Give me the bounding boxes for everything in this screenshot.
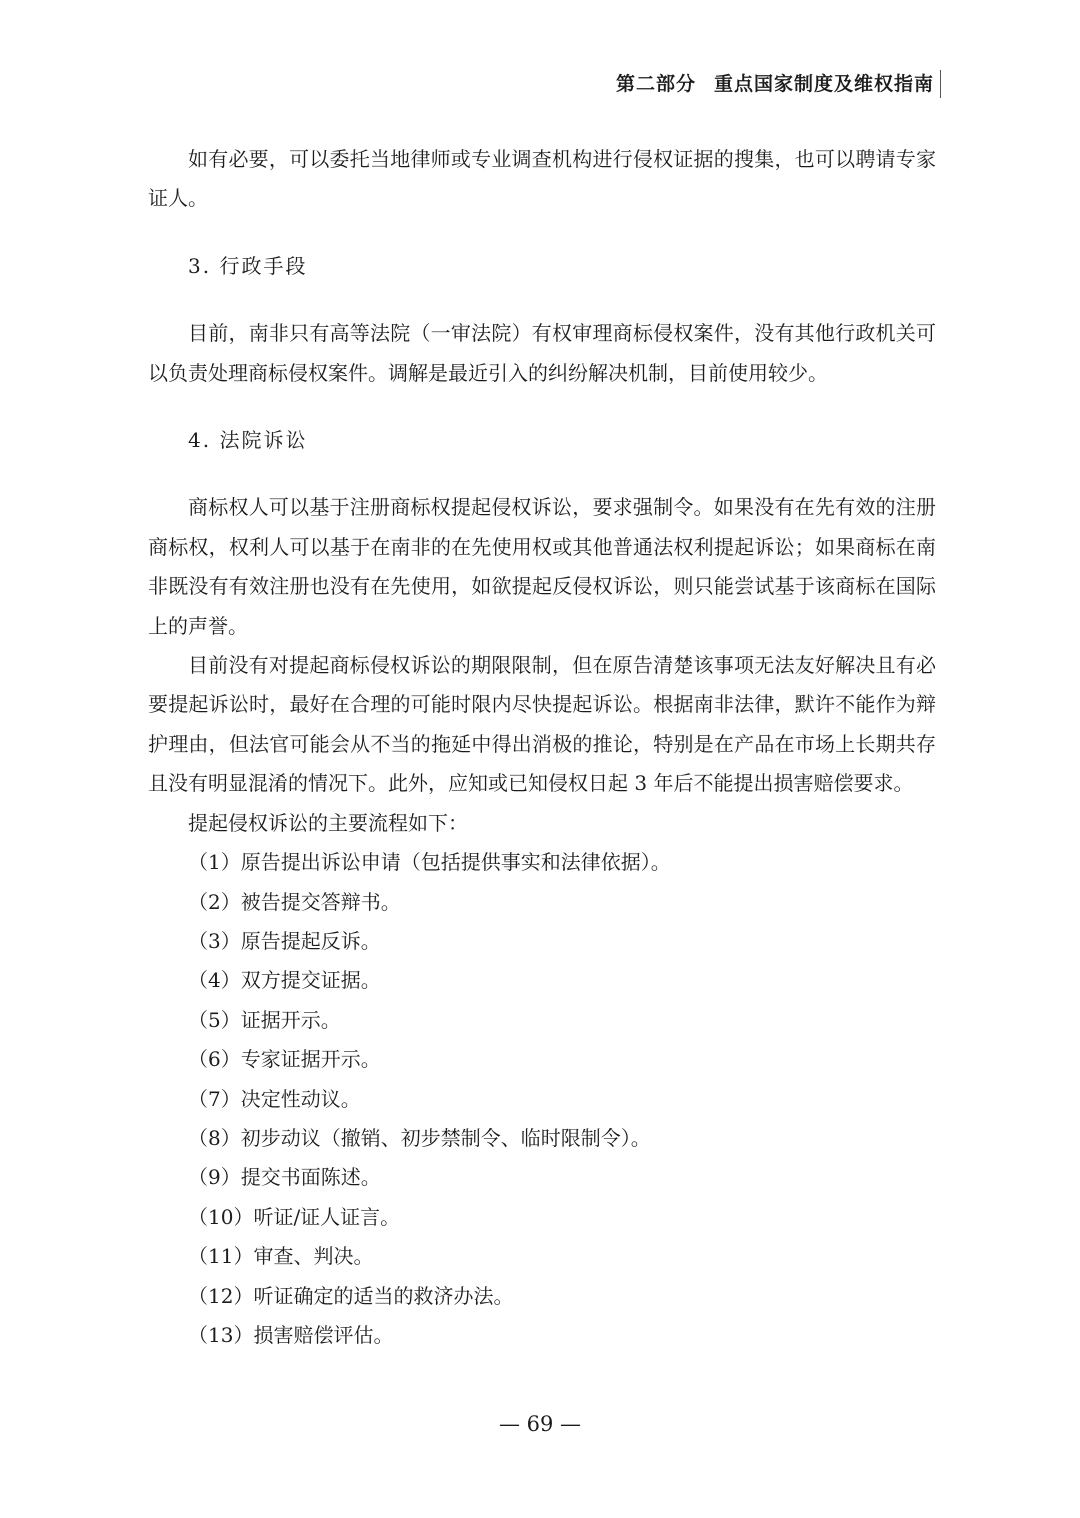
list-item: （7）决定性动议。	[188, 1086, 361, 1111]
list-item: （10）听证/证人证言。	[188, 1204, 401, 1229]
list-item: （5）证据开示。	[188, 1007, 341, 1032]
list-item: （1）原告提出诉讼申请（包括提供事实和法律依据）。	[188, 850, 671, 875]
section-heading-administrative: 3. 行政手段	[188, 253, 308, 278]
header-part: 第二部分	[615, 73, 696, 95]
list-item: （4）双方提交证据。	[188, 968, 381, 993]
page-body	[148, 140, 936, 1355]
list-item: （12）听证确定的适当的救济办法。	[188, 1283, 514, 1308]
paragraph-administrative: 目前，南非只有高等法院（一审法院）有权审理商标侵权案件，没有其他行政机关可以负责处理商标侵权案件。调解是最近引入的纠纷解决机制，目前使用较少。	[148, 321, 936, 385]
list-item: （8）初步动议（撤销、初步禁制令、临时限制令）。	[188, 1125, 651, 1150]
paragraph-procedure-intro: 提起侵权诉讼的主要流程如下：	[188, 810, 468, 835]
header-divider	[940, 70, 941, 98]
procedure-list	[148, 843, 936, 1355]
list-item: （2）被告提交答辩书。	[188, 889, 401, 914]
list-item: （6）专家证据开示。	[188, 1047, 381, 1072]
list-item: （3）原告提起反诉。	[188, 928, 381, 953]
running-header	[616, 66, 934, 102]
section-heading-litigation: 4. 法院诉讼	[188, 428, 308, 453]
list-item: （11）审查、判决。	[188, 1244, 374, 1269]
paragraph-evidence-collection: 如有必要，可以委托当地律师或专业调查机构进行侵权证据的搜集，也可以聘请专家证人。	[148, 147, 936, 211]
header-title: 重点国家制度及维权指南	[713, 73, 934, 95]
paragraph-litigation-limits: 目前没有对提起商标侵权诉讼的期限限制，但在原告清楚该事项无法友好解决且有必要提起诉讼时，最好在合理的可能时限内尽快提起诉讼。根据南非法律，默许不能作为辩护理由，但法官可能会从不当的拖延中得出消极的推论，特别是在产品在市场上长期共存且没有明显混淆的情况下。此外，应知或已知侵权日起 3 年后不能提出损害赔偿要求。	[148, 653, 936, 796]
list-item: （9）提交书面陈述。	[188, 1165, 381, 1190]
paragraph-litigation-basis: 商标权人可以基于注册商标权提起侵权诉讼，要求强制令。如果没有在先有效的注册商标权，权利人可以基于在南非的在先使用权或其他普通法权利提起诉讼；如果商标在南非既没有有效注册也没有在先使用，如欲提起反侵权诉讼，则只能尝试基于该商标在国际上的声誉。	[148, 495, 936, 638]
list-item: （13）损害赔偿评估。	[188, 1322, 394, 1347]
page-number: — 69 —	[498, 1412, 582, 1436]
